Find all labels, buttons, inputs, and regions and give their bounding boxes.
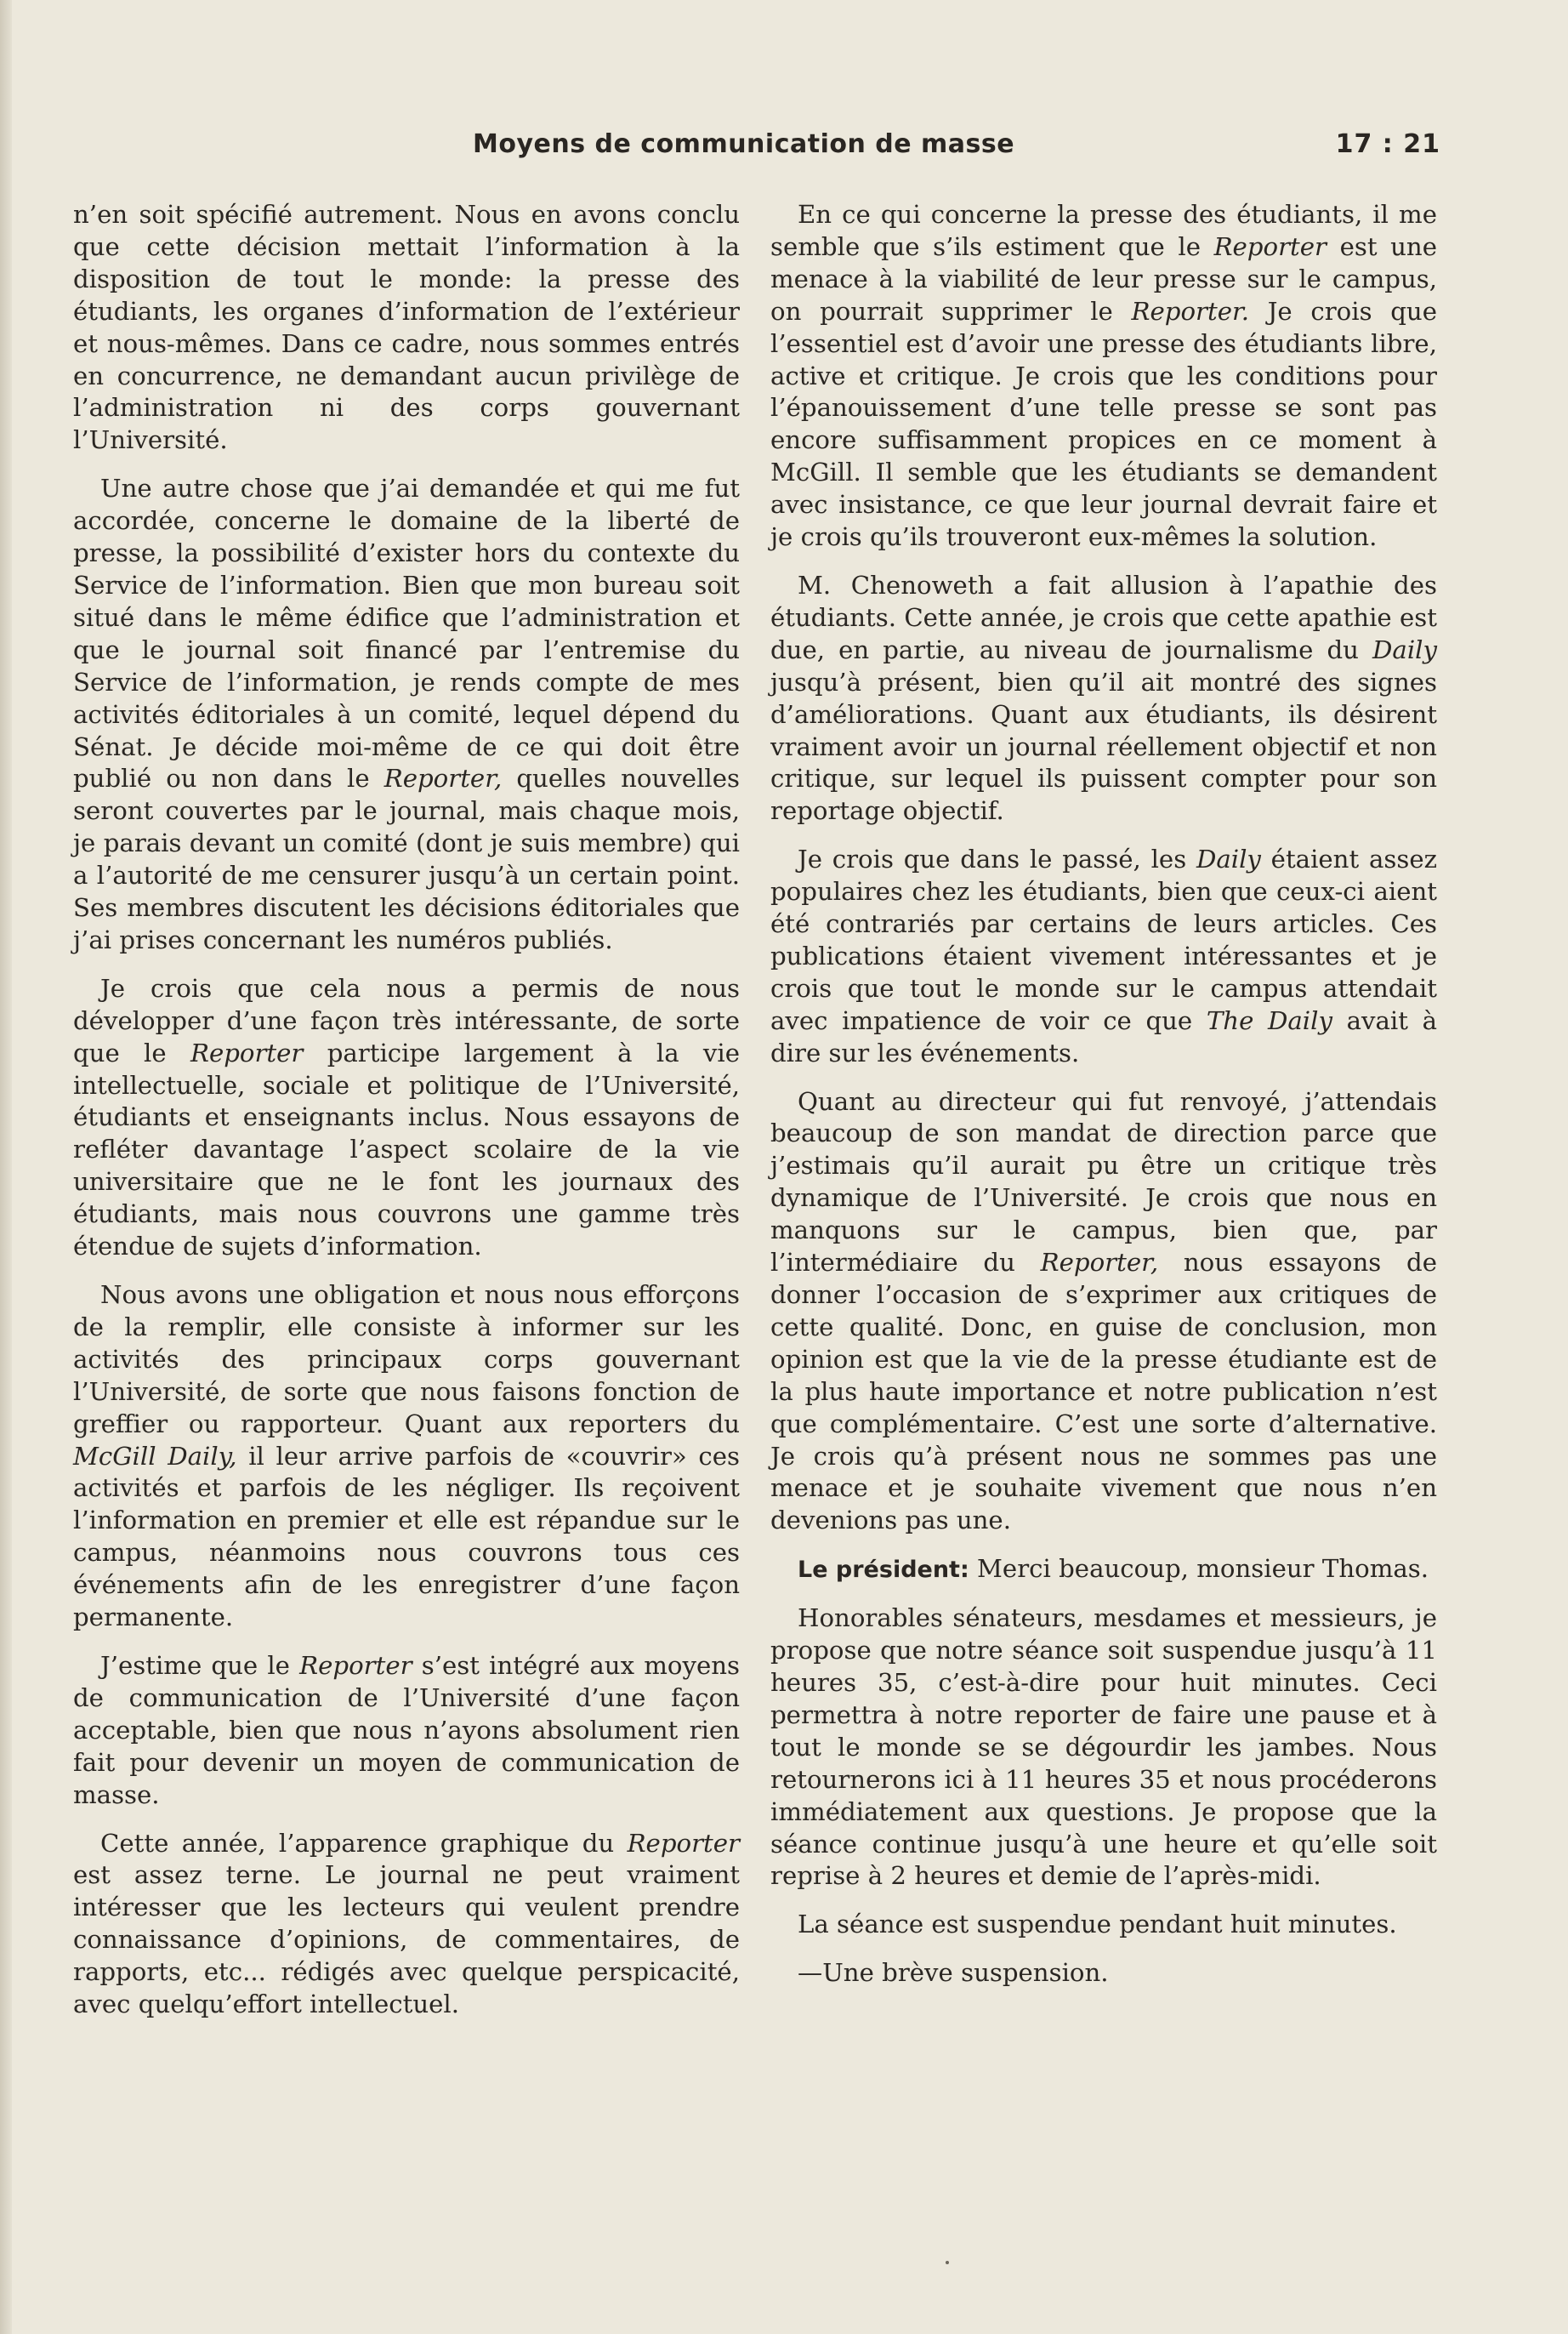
- running-head: Moyens de communication de masse: [473, 129, 1015, 159]
- paragraph-text: Merci beaucoup, monsieur Thomas.: [969, 1554, 1429, 1584]
- paragraph-text: Je crois que cela nous a permis de nous développer d’une façon très intéressante, de sorte que le: [73, 973, 740, 1067]
- paragraph-text: avait à dire sur les événements.: [770, 1005, 1437, 1067]
- left-column: [73, 199, 740, 2037]
- paragraph: [73, 1828, 740, 2021]
- stage-note: [770, 1957, 1437, 1990]
- italic-title: Daily: [1196, 845, 1261, 874]
- italic-title: Daily: [1372, 635, 1437, 664]
- paragraph-text: s’est intégré aux moyens de communication de l’Université d’une façon acceptable, bien que nous n’ayons absolument rien fait pour devenir un moyen de communication de masse.: [73, 1650, 740, 1809]
- paragraph-text: Cette année, l’apparence graphique du: [100, 1828, 628, 1858]
- paragraph: [73, 1650, 740, 1812]
- paragraph: [770, 570, 1437, 828]
- page-binding-edge: [0, 0, 12, 2334]
- paragraph-text: La séance est suspendue pendant huit minutes.: [798, 1910, 1397, 1939]
- paragraph-text: est assez terne. Le journal ne peut vraiment intéresser que les lecteurs qui veulent prendre connaissance d’opinions, de commentaires, de rapports, etc... rédigés avec quelque perspicacité, avec quelqu’effort intellectuel.: [73, 1860, 740, 2019]
- paragraph-text: Je crois que l’essentiel est d’avoir une presse des étudiants libre, active et critique. Je crois que les conditions pour l’épanouissement d’une telle presse se sont pas encore suffisamment propices en ce moment à McGill. Il semble que les étudiants se demandent avec insistance, ce que leur journal devrait faire et je crois qu’ils trouveront eux-mêmes la solution.: [770, 296, 1437, 552]
- paragraph-text: quelles nouvelles seront couvertes par le journal, mais chaque mois, je parais devant un comité (dont je suis membre) qui a l’autorité de me censurer jusqu’à un certain point. Ses membres discutent les décisions éditoriales que j’ai prises concernant les numéros publiés.: [73, 764, 740, 954]
- italic-title: McGill Daily,: [73, 1441, 237, 1471]
- paragraph: [770, 1909, 1437, 1941]
- italic-title: Reporter: [299, 1650, 412, 1680]
- paragraph-text: étaient assez populaires chez les étudiants, bien que ceux-ci aient été contrariés par certains de leurs articles. Ces publications étaient vivement intéressantes et je crois que tout le monde sur le campus attendait avec impatience de voir ce que: [770, 845, 1437, 1035]
- paragraph-text: M. Chenoweth a fait allusion à l’apathie des étudiants. Cette année, je crois que cette apathie est due, en partie, au niveau de journalisme du: [770, 570, 1437, 664]
- paragraph-text: Je crois que dans le passé, les: [798, 845, 1196, 874]
- paragraph: [73, 473, 740, 957]
- italic-title: Reporter: [1213, 231, 1327, 261]
- paragraph-text: est une menace à la viabilité de leur presse sur le campus, on pourrait supprimer le: [770, 231, 1438, 326]
- paragraph: [770, 1086, 1437, 1538]
- italic-title: Reporter,: [1040, 1248, 1159, 1278]
- paragraph-text: Quant au directeur qui fut renvoyé, j’attendais beaucoup de son mandat de direction parce que j’estimais qu’il aurait pu être un critique très dynamique de l’Université. Je crois que nous en manquons sur le campus, bien que, par l’intermédiaire du: [770, 1086, 1437, 1278]
- italic-title: Reporter.: [1131, 296, 1249, 326]
- paragraph-text: participe largement à la vie intellectuelle, sociale et politique de l’Université, étudiants et enseignants inclus. Nous essayons de refléter davantage l’aspect scolaire de la vie universitaire que ne le font les journaux des étudiants, mais nous couvrons une gamme très étendue de sujets d’information.: [73, 1038, 740, 1261]
- italic-title: Reporter: [190, 1038, 304, 1067]
- paragraph-text: nous essayons de donner l’occasion de s’exprimer aux critiques de cette qualité. Donc, en guise de conclusion, mon opinion est que la vie de la presse étudiante est de la plus haute importance et notre publication n’est que complémentaire. C’est une sorte d’alternative. Je crois qu’à présent nous ne sommes pas une menace et je souhaite vivement que nous n’en devenions pas une.: [770, 1248, 1437, 1535]
- paragraph-text: Honorables sénateurs, mesdames et messieurs, je propose que notre séance soit suspendue jusqu’à 11 heures 35, c’est-à-dire pour huit minutes. Ceci permettra à notre reporter de faire une pause et à tout le monde se se dégourdir les jambes. Nous retournerons ici à 11 heures 35 et nous procéderons immédiatement aux questions. Je propose que la séance continue jusqu’à une heure et qu’elle soit reprise à 2 heures et demie de l’après-midi.: [770, 1603, 1437, 1891]
- paragraph-text: n’en soit spécifié autrement. Nous en avons conclu que cette décision mettait l’information à la disposition de tout le monde: la presse des étudiants, les organes d’information de l’extérieur et nous-mêmes. Dans ce cadre, nous sommes entrés en concurrence, ne demandant aucun privilège de l’administration ni des corps gouvernant l’Université.: [73, 200, 740, 455]
- italic-title: Reporter: [627, 1828, 740, 1858]
- page-number: 17 : 21: [1335, 129, 1440, 159]
- paragraph: [73, 973, 740, 1263]
- print-speck: [946, 2261, 949, 2264]
- paragraph-text: En ce qui concerne la presse des étudiants, il me semble que s’ils estiment que le: [770, 200, 1437, 261]
- right-column: [770, 199, 1437, 2006]
- paragraph: [73, 199, 740, 457]
- paragraph-text: il leur arrive parfois de «couvrir» ces activités et parfois de les négliger. Ils reçoivent l’information en premier et elle est répandue sur le campus, néanmoins nous couvrons tous ces événements afin de les enregistrer d’une façon permanente.: [73, 1441, 740, 1632]
- speaker-label: Le président:: [798, 1557, 969, 1584]
- paragraph-text: —Une brève suspension.: [798, 1958, 1109, 1988]
- paragraph: [770, 1602, 1437, 1893]
- italic-title: Reporter,: [383, 764, 503, 794]
- page-header: [73, 126, 1440, 168]
- paragraph: [73, 1279, 740, 1634]
- paragraph: [770, 844, 1437, 1069]
- paragraph-text: Une autre chose que j’ai demandée et qui me fut accordée, concerne le domaine de la liberté de presse, la possibilité d’exister hors du contexte du Service de l’information. Bien que mon bureau soit situé dans le même édifice que l’administration et que le journal soit financé par l’entremise du Service de l’information, je rends compte de mes activités éditoriales à un comité, lequel dépend du Sénat. Je décide moi-même de ce qui doit être publié ou non dans le: [73, 474, 740, 794]
- speaker-paragraph: [770, 1553, 1437, 1586]
- paragraph-text: J’estime que le: [100, 1650, 300, 1680]
- paragraph: [770, 199, 1437, 554]
- paragraph-text: Nous avons une obligation et nous nous efforçons de la remplir, elle consiste à informer sur les activités des principaux corps gouvernant l’Université, de sorte que nous faisons fonction de greffier ou rapporteur. Quant aux reporters du: [73, 1280, 740, 1438]
- italic-title: The Daily: [1206, 1005, 1332, 1035]
- paragraph-text: jusqu’à présent, bien qu’il ait montré des signes d’améliorations. Quant aux étudiants, ils désirent vraiment avoir un journal réellement objectif et non critique, sur lequel ils puissent compter pour son reportage objectif.: [770, 667, 1437, 826]
